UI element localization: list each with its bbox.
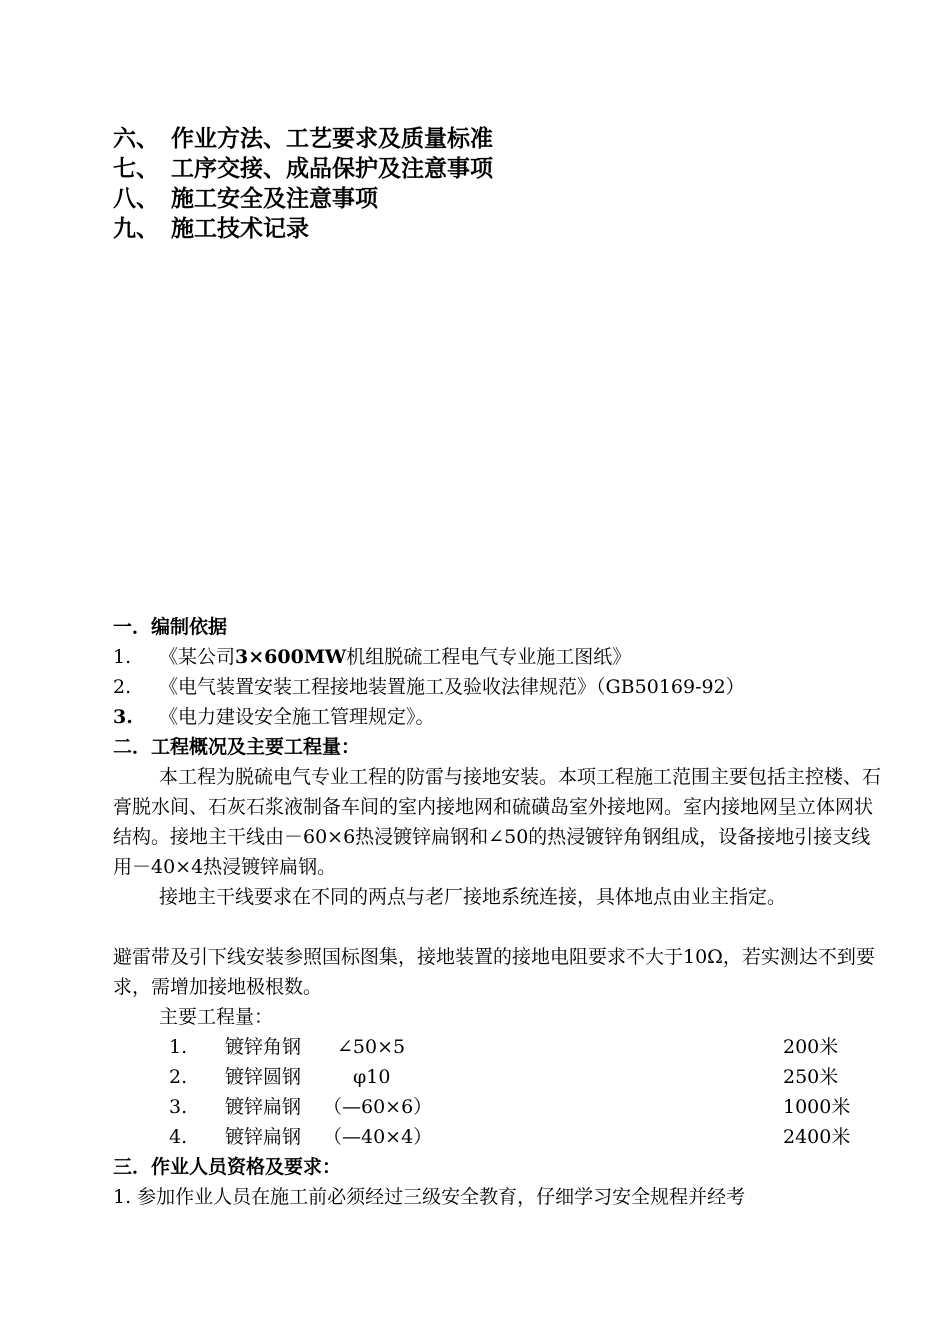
quantity-amount: 1000米 xyxy=(783,1096,851,1118)
toc-number: 九、 xyxy=(113,216,159,242)
toc-number: 六、 xyxy=(113,126,159,152)
item-number: 2. xyxy=(113,676,132,698)
item-number: 3. xyxy=(113,706,133,728)
basis-item xyxy=(113,642,893,672)
item-text-post: 机组脱硫工程电气专业施工图纸》 xyxy=(346,646,632,668)
quantity-number: 4. xyxy=(169,1126,188,1148)
item-text: 《电气装置安装工程接地装置施工及验收法律规范》（GB50169-92） xyxy=(159,676,745,698)
item-text-bold: 3×600MW xyxy=(235,646,347,668)
table-of-contents xyxy=(113,124,493,244)
toc-text: 作业方法、工艺要求及质量标准 xyxy=(171,126,493,152)
quantity-row xyxy=(113,1062,893,1092)
quantity-title: 主要工程量： xyxy=(159,1006,274,1028)
section-heading-personnel: 三．作业人员资格及要求： xyxy=(113,1156,342,1178)
quantity-name: 镀锌扁钢 xyxy=(225,1096,302,1118)
section-heading-basis: 一．编制依据 xyxy=(113,616,228,638)
quantity-row xyxy=(113,1032,893,1062)
toc-item xyxy=(113,214,493,244)
connection-paragraph: 接地主干线要求在不同的两点与老厂接地系统连接，具体地点由业主指定。 xyxy=(159,886,787,908)
toc-item xyxy=(113,124,493,154)
quantity-name: 镀锌圆钢 xyxy=(225,1066,302,1088)
quantity-amount: 200米 xyxy=(783,1036,839,1058)
quantity-spec: ∠50×5 xyxy=(337,1036,406,1058)
toc-item xyxy=(113,184,493,214)
quantity-name: 镀锌扁钢 xyxy=(225,1126,302,1148)
quantity-spec: （—40×4） xyxy=(323,1126,433,1148)
toc-text: 施工技术记录 xyxy=(171,216,309,242)
toc-text: 工序交接、成品保护及注意事项 xyxy=(171,156,493,182)
quantity-amount: 250米 xyxy=(783,1066,839,1088)
item-number: 1. xyxy=(113,646,132,668)
document-body xyxy=(113,612,893,1212)
toc-text: 施工安全及注意事项 xyxy=(171,186,378,212)
overview-paragraph: 本工程为脱硫电气专业工程的防雷与接地安装。本项工程施工范围主要包括主控楼、石膏脱水间、石灰石浆液制备车间的室内接地网和硫磺岛室外接地网。室内接地网呈立体网状结构。接地主干线由－60×6热浸镀锌扁钢和∠50的热浸镀锌角钢组成，设备接地引接支线用－40×4热浸镀锌扁钢。 xyxy=(113,766,882,878)
quantity-name: 镀锌角钢 xyxy=(225,1036,302,1058)
toc-item xyxy=(113,154,493,184)
quantity-number: 1. xyxy=(169,1036,188,1058)
toc-number: 七、 xyxy=(113,156,159,182)
quantity-number: 3. xyxy=(169,1096,188,1118)
basis-item xyxy=(113,702,893,732)
quantity-spec: φ10 xyxy=(353,1066,391,1088)
lightning-paragraph: 避雷带及引下线安装参照国标图集，接地装置的接地电阻要求不大于10Ω，若实测达不到要求，需增加接地极根数。 xyxy=(113,946,875,998)
quantity-row xyxy=(113,1122,893,1152)
toc-number: 八、 xyxy=(113,186,159,212)
section-heading-overview: 二．工程概况及主要工程量： xyxy=(113,736,361,758)
quantity-amount: 2400米 xyxy=(783,1126,851,1148)
quantity-spec: （—60×6） xyxy=(323,1096,433,1118)
quantity-row xyxy=(113,1092,893,1122)
quantity-number: 2. xyxy=(169,1066,188,1088)
item-text: 《电力建设安全施工管理规定》。 xyxy=(159,706,435,728)
basis-item xyxy=(113,672,893,702)
personnel-item: 1. 参加作业人员在施工前必须经过三级安全教育，仔细学习安全规程并经考 xyxy=(113,1186,746,1208)
blank-line xyxy=(113,912,893,942)
item-text-pre: 《某公司 xyxy=(159,646,236,668)
